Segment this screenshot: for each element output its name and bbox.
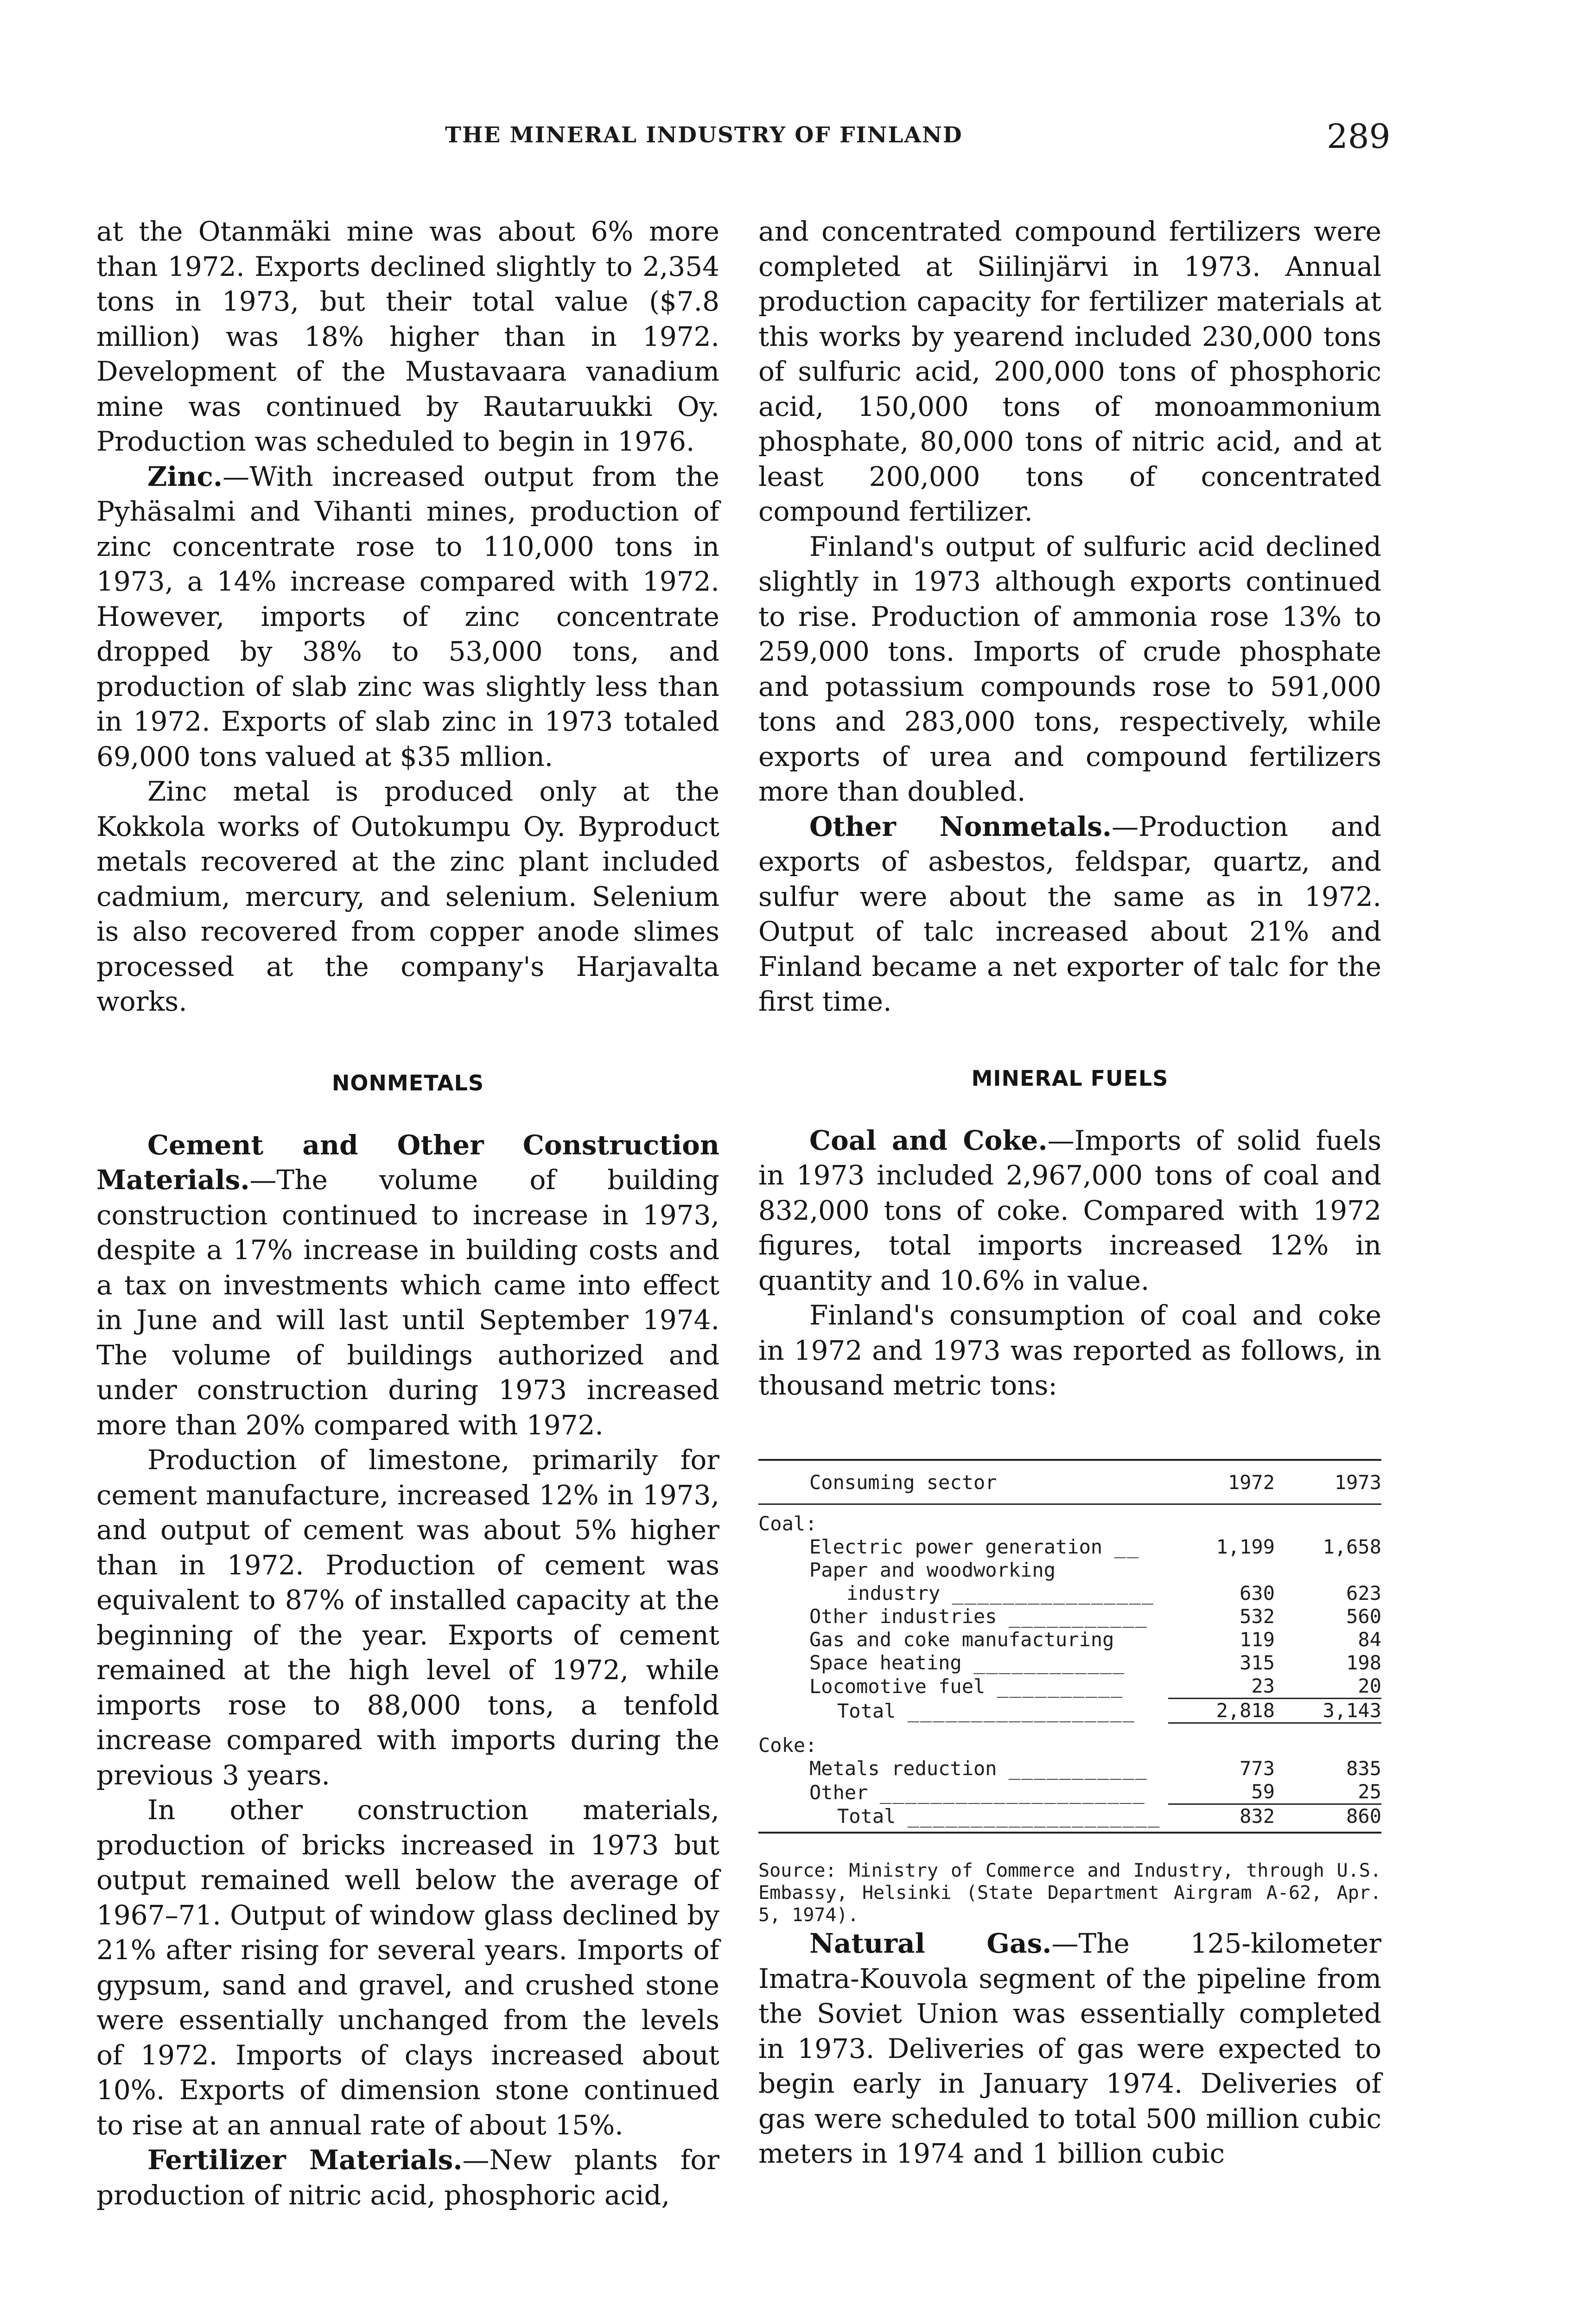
cement-heading: Cement and Other Construction Materials. — [96, 1129, 719, 1196]
paragraph-vanadium-cont: at the Otanmäki mine was about 6% more than 1972. Exports declined slightly to 2,354 tons in 1973, but their total value ($7.8 million) was 18% higher than in 1972. Development of the Mustavaara vanadium mine was continued by Rautaruukki Oy. Production was scheduled to begin in 1976. — [96, 216, 719, 457]
cement-text: —The volume of building construction continued to increase in 1973, despite a 17% increase in building costs and a tax on investments which came into effect in June and will last until September 1974. The volume of buildings authorized and under construction during 1973 increased more than 20% compared with 1972. — [96, 1164, 719, 1441]
other-nonmetals-text: —Production and exports of asbestos, feldspar, quartz, and sulfur were about the same as in 1972. Output of talc increased about 21% and Finland became a net exporter of talc for the first time. — [758, 810, 1382, 1017]
total-label: Total — [837, 1700, 896, 1722]
cell-1972: 773 — [1240, 1757, 1275, 1780]
paragraph-natural-gas — [758, 1926, 1381, 2172]
consumption-table — [758, 1459, 1381, 1834]
leader-dots: ____________ — [973, 1651, 1125, 1674]
fertilizer-heading: Fertilizer Materials. — [147, 2144, 463, 2176]
cell-1972: 630 — [1240, 1581, 1275, 1605]
leader-dots: ___________ — [1008, 1757, 1148, 1780]
paragraph-consumption: Finland's consumption of coal and coke in 1972 and 1973 was reported as follows, in thousand metric tons: — [758, 1299, 1381, 1401]
table-row — [758, 1535, 1381, 1559]
row-label: Locomotive fuel — [809, 1675, 986, 1698]
leader-dots: ___________ — [1008, 1605, 1148, 1628]
cell-1973 — [1275, 1559, 1381, 1582]
cell-1973: 20 — [1275, 1675, 1381, 1699]
group-label-coke: Coke: — [758, 1734, 817, 1757]
paragraph-cement-3: In other construction materials, production of bricks increased in 1973 but output remained well below the average of 1967–71. Output of window glass declined by 21% after rising for several years. Imports of gypsum, sand and gravel, and crushed stone were essentially unchanged from the levels of 1972. Imports of clays increased about 10%. Exports of dimension stone continued to rise at an annual rate of about 15%. — [96, 1794, 719, 2141]
section-heading-mineral-fuels: MINERAL FUELS — [971, 1065, 1169, 1091]
paragraph-fertilizer-cont: and concentrated compound fertilizers were completed at Siilinjärvi in 1973. Annual production capacity for fertilizer materials at this works by yearend included 230,000 tons of sulfuric acid, 200,000 tons of phosphoric acid, 150,000 tons of monoammonium phosphate, 80,000 tons of nitric acid, and at least 200,000 tons of concentrated compound fertilizer. — [758, 216, 1381, 527]
cell-1972: 23 — [1168, 1675, 1275, 1699]
table-row — [758, 1675, 1381, 1699]
cell-1972: 119 — [1240, 1628, 1275, 1651]
table-group-row — [758, 1504, 1381, 1535]
cell-1972: 532 — [1240, 1605, 1275, 1628]
total-label: Total — [837, 1805, 896, 1828]
right-column — [758, 214, 1381, 2172]
running-head: THE MINERAL INDUSTRY OF FINLAND — [445, 122, 963, 148]
paragraph-other-nonmetals — [758, 809, 1381, 1019]
fertilizer-text: —New plants for production of nitric acid, phosphoric acid, — [96, 2144, 719, 2211]
cell-1972: 59 — [1168, 1780, 1275, 1804]
cell-1973: 623 — [1346, 1581, 1381, 1605]
cell-1973: 84 — [1358, 1628, 1381, 1651]
table-row — [758, 1757, 1381, 1780]
table-header-row — [758, 1460, 1381, 1504]
paragraph-fertilizer — [96, 2143, 719, 2213]
cell-1973: 25 — [1275, 1780, 1381, 1804]
paragraph-cement — [96, 1128, 719, 1443]
row-label: Metals reduction — [809, 1757, 997, 1780]
other-nonmetals-heading: Other Nonmetals. — [809, 810, 1112, 842]
header-1973: 1973 — [1275, 1460, 1381, 1504]
table-row — [758, 1780, 1381, 1804]
paragraph-sulfuric: Finland's output of sulfuric acid declined slightly in 1973 although exports continued to rise. Production of ammonia rose 13% to 259,000 tons. Imports of crude phosphate and potassium compounds rose to 591,000 tons and 283,000 tons, respectively, while exports of urea and compound fertilizers more than doubled. — [758, 530, 1381, 807]
row-label: Other industries — [809, 1605, 997, 1628]
total-1972: 2,818 — [1168, 1698, 1275, 1723]
cell-1972 — [1168, 1559, 1275, 1582]
section-heading-nonmetals: NONMETALS — [331, 1070, 484, 1095]
header-consuming-sector: Consuming sector — [758, 1460, 1168, 1504]
leader-dots: __________________ — [907, 1700, 1135, 1722]
cell-1973: 1,658 — [1323, 1535, 1381, 1558]
leader-dots: __________ — [997, 1675, 1124, 1698]
leader-dots: _____________________ — [879, 1781, 1145, 1804]
natural-gas-text: —The 125-kilometer Imatra-Kouvola segment of the pipeline from the Soviet Union was essentially completed in 1973. Deliveries of gas were expected to begin early in January 1974. Deliveries of gas were scheduled to total 500 million cubic meters in 1974 and 1 billion cubic — [758, 1928, 1381, 2169]
row-label: Other — [809, 1781, 868, 1804]
table-row — [758, 1582, 1381, 1605]
paragraph-cement-2: Production of limestone, primarily for cement manufacture, increased 12% in 1973, and output of cement was about 5% higher than in 1972. Production of cement was equivalent to 87% of installed capacity at the beginning of the year. Exports of cement remained at the high level of 1972, while imports rose to 88,000 tons, a tenfold increase compared with imports during the previous 3 years. — [96, 1444, 719, 1791]
cell-1972: 315 — [1240, 1651, 1275, 1674]
total-1973: 860 — [1275, 1804, 1381, 1833]
table-source-note: Source: Ministry of Commerce and Industry, through U.S. Embassy, Helsinki (State Department Airgram A-62, Apr. 5, 1974). — [758, 1860, 1381, 1926]
cell-1973: 835 — [1346, 1757, 1381, 1780]
coal-text: —Imports of solid fuels in 1973 included 2,967,000 tons of coal and 832,000 tons of coke. Compared with 1972 figures, total imports increased 12% in quantity and 10.6% in value. — [758, 1124, 1381, 1296]
zinc-text: —With increased output from the Pyhäsalmi and Vihanti mines, production of zinc concentrate rose to 110,000 tons in 1973, a 14% increase compared with 1972. However, imports of zinc concentrate dropped by 38% to 53,000 tons, and production of slab zinc was slightly less than in 1972. Exports of slab zinc in 1973 totaled 69,000 tons valued at $35 mllion. — [96, 460, 719, 772]
coal-heading: Coal and Coke. — [809, 1124, 1048, 1156]
page-number: 289 — [1327, 117, 1391, 156]
header-1972: 1972 — [1168, 1460, 1275, 1504]
paragraph-zinc-2: Zinc metal is produced only at the Kokkola works of Outokumpu Oy. Byproduct metals recovered at the zinc plant included cadmium, mercury, and selenium. Selenium is also recovered from copper anode slimes processed at the company's Harjavalta works. — [96, 776, 719, 1017]
table-total-row — [758, 1804, 1381, 1833]
consumption-table-wrapper — [758, 1459, 1381, 1927]
paragraph-zinc — [96, 459, 719, 775]
natural-gas-heading: Natural Gas. — [809, 1928, 1052, 1959]
zinc-heading: Zinc. — [147, 460, 223, 492]
row-label: Space heating — [809, 1651, 962, 1674]
table-row — [758, 1559, 1381, 1582]
row-label: Electric power generation — [809, 1535, 1103, 1558]
cell-1972: 1,199 — [1216, 1535, 1275, 1558]
table-total-row — [758, 1698, 1381, 1723]
row-label: industry — [846, 1581, 941, 1605]
leader-dots: ________________ — [952, 1581, 1155, 1605]
paragraph-coal — [758, 1123, 1381, 1299]
cell-1973: 198 — [1346, 1651, 1381, 1674]
total-1972: 832 — [1168, 1804, 1275, 1833]
group-label-coal: Coal: — [758, 1512, 817, 1535]
table-row — [758, 1651, 1381, 1675]
leader-dots: ____________________ — [907, 1805, 1161, 1828]
table-group-row — [758, 1723, 1381, 1757]
table-row — [758, 1605, 1381, 1628]
row-label: Paper and woodworking — [809, 1558, 1056, 1581]
left-column — [96, 214, 719, 2213]
row-label: Gas and coke manufacturing — [809, 1628, 1114, 1651]
cell-1973: 560 — [1346, 1605, 1381, 1628]
total-1973: 3,143 — [1275, 1698, 1381, 1723]
table-row — [758, 1628, 1381, 1651]
leader-dots: __ — [1114, 1535, 1140, 1558]
